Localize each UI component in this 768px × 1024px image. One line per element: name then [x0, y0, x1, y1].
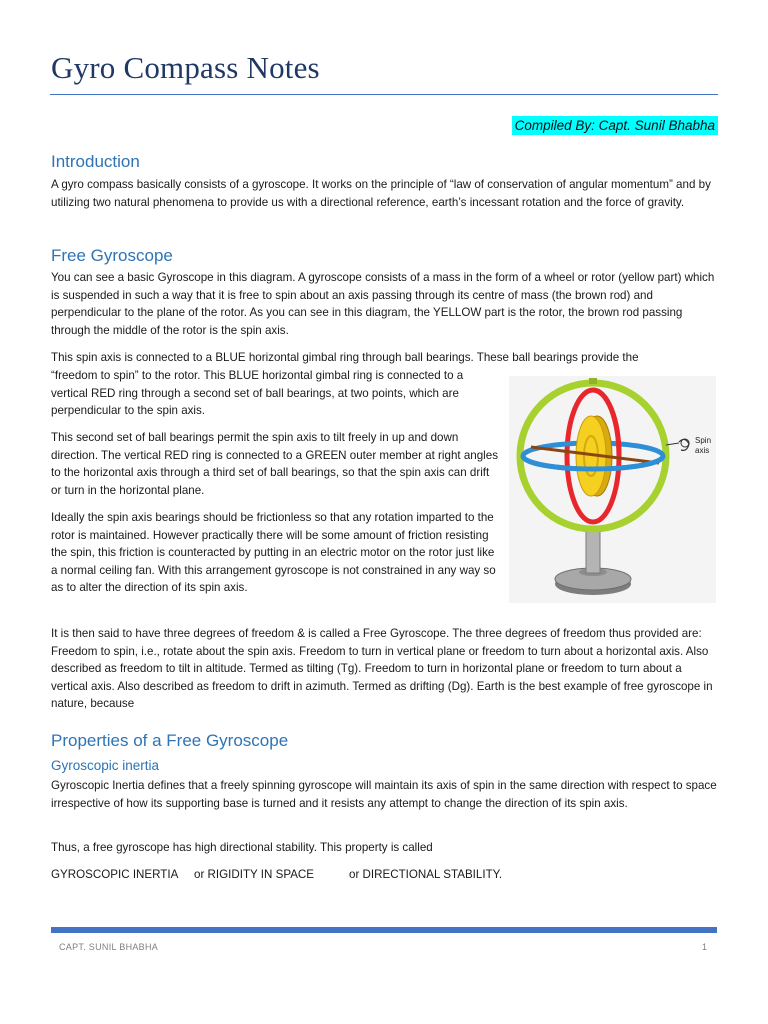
gyroscope-diagram	[509, 376, 716, 603]
free-gyroscope-paragraph-4: Ideally the spin axis bearings should be frictionless so that any rotation imparted to the rotor is maintained. However practically there will be some amount of friction resisting the spin, this friction is counteracted by putting in an electric motor on the rotor just like a normal ceiling fan. With this arrangement gyroscope is not constrained in any way so as to alter the direction of its spin axis.	[51, 511, 496, 595]
footer-author: CAPT. SUNIL BHABHA	[59, 942, 159, 952]
directional-stability-paragraph: Thus, a free gyroscope has high directional stability. This property is called	[51, 841, 433, 854]
gyroscopic-inertia-paragraph: Gyroscopic Inertia defines that a freely spinning gyroscope will maintain its axis of spin in the same direction with respect to space irrespective of how its supporting base is turned and it resists any attempt to change the direction of its spin axis.	[51, 779, 717, 810]
free-gyroscope-paragraph-2: “freedom to spin” to the rotor. This BLUE horizontal gimbal ring is connected to a vertical RED ring through a second set of ball bearings, at two points, which are perpendicular to the spin axis.	[51, 369, 464, 418]
term-gyroscopic-inertia: GYROSCOPIC INERTIA	[51, 868, 179, 881]
gyroscope-illustration	[509, 376, 716, 603]
introduction-paragraph: A gyro compass basically consists of a gyroscope. It works on the principle of “law of conservation of angular momentum” and by utilizing two natural phenomena to provide us with a directional reference, earth’s incessant rotation and the force of gravity.	[51, 178, 711, 209]
properties-heading: Properties of a Free Gyroscope	[51, 731, 289, 750]
top-bearing	[589, 378, 597, 384]
free-gyroscope-heading: Free Gyroscope	[51, 246, 173, 265]
footer-page-number: 1	[702, 942, 708, 952]
introduction-heading: Introduction	[51, 152, 140, 171]
free-gyroscope-paragraph-1: You can see a basic Gyroscope in this diagram. A gyroscope consists of a mass in the form of a wheel or rotor (yellow part) which is suspended in such a way that it is free to spin about an axis passing through its centre of mass (the brown rod) and perpendicular to the plane of the rotor. As you can see in this diagram, the YELLOW part is the rotor, the brown rod passing through the middle of the rotor is the spin axis.	[51, 271, 715, 337]
free-gyroscope-paragraph-3: This second set of ball bearings permit the spin axis to tilt freely in up and down direction. The vertical RED ring is connected to a GREEN outer member at right angles to the horizontal axis through a third set of ball bearings, so that the spin axis can drift or turn in the horizontal plane.	[51, 431, 498, 497]
stand-post	[586, 526, 600, 573]
spin-axis-label-line-1: Spin	[695, 436, 712, 445]
document-title: Gyro Compass Notes	[51, 50, 320, 85]
spin-arrow-icon	[679, 439, 689, 450]
gyroscopic-inertia-subheading: Gyroscopic inertia	[51, 758, 160, 773]
term-rigidity-in-space: or RIGIDITY IN SPACE	[194, 868, 315, 881]
title-underline	[50, 94, 718, 95]
free-gyroscope-paragraph-2-line-1: This spin axis is connected to a BLUE horizontal gimbal ring through ball bearings. These ball bearings provide the	[51, 351, 639, 364]
term-directional-stability: or DIRECTIONAL STABILITY.	[349, 868, 503, 881]
free-gyroscope-paragraph-5: It is then said to have three degrees of freedom & is called a Free Gyroscope. The three degrees of freedom thus provided are: Freedom to spin, i.e., rotate about the spin axis. Freedom to turn in vertical plane or freedom to turn about a horizontal axis. Also described as freedom to tilt in altitude. Termed as tilting (Tg). Freedom to turn in horizontal plane or freedom to turn about a vertical axis. Also described as freedom to drift in azimuth. Termed as drifting (Dg). Earth is the best example of free gyroscope in nature, because	[51, 627, 713, 711]
spin-axis-label-line-2: axis	[695, 446, 710, 455]
compiled-by-highlight: Compiled By: Capt. Sunil Bhabha	[512, 116, 718, 135]
footer-rule	[51, 927, 717, 933]
